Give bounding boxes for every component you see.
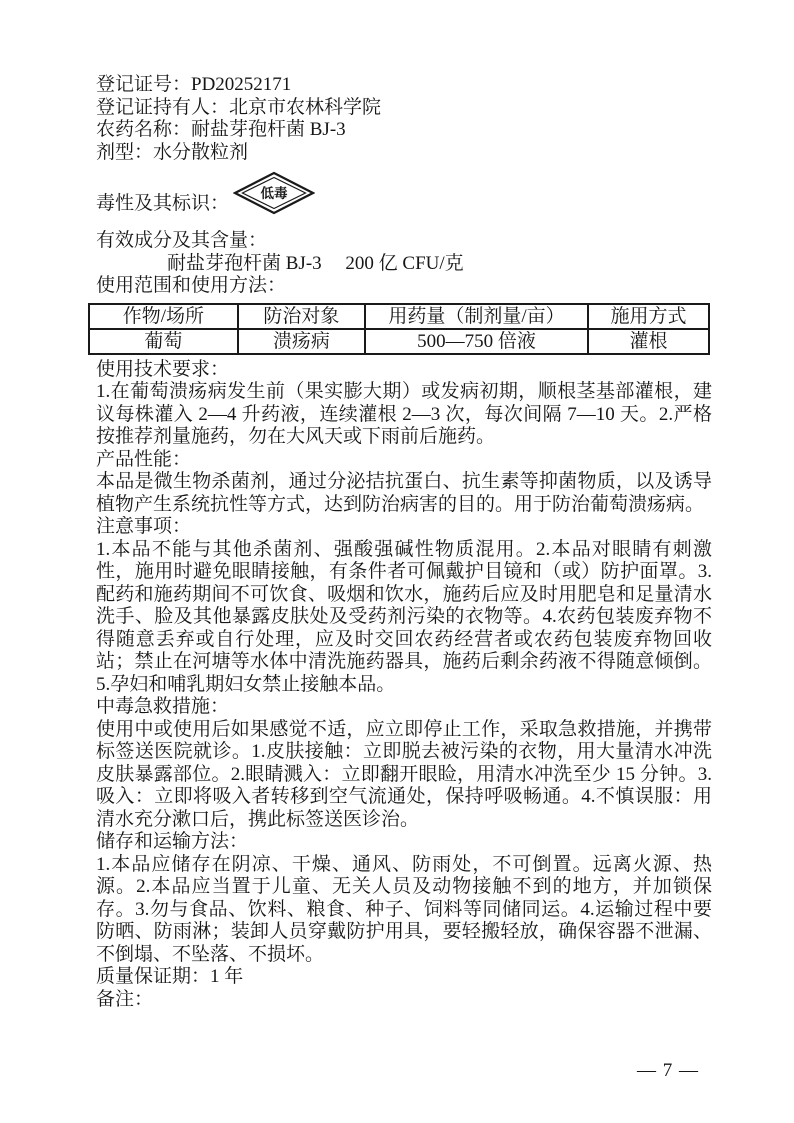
usage-table-data-row <box>89 329 709 354</box>
usage-table-header-row <box>89 304 709 329</box>
active-ingredient-value: 耐盐芽孢杆菌 BJ-3 200 亿 CFU/克 <box>167 252 464 274</box>
usage-table-header-method: 施用方式 <box>588 304 709 329</box>
certificate-holder-line: 登记证持有人：北京市农林科学院 <box>96 96 382 118</box>
document-sections <box>96 359 712 967</box>
section-label: 中毒急救措施： <box>96 696 230 717</box>
section-text: 1.本品应储存在阴凉、干燥、通风、防雨处，不可倒置。远离火源、热源。2.本品应当置于儿童、无关人员及动物接触不到的地方，并加锁保存。3.勿与食品、饮料、粮食、种子、饲料等同储同运。4.运输过程中要防晒、防雨淋；装卸人员穿戴防护用具，要轻搬轻放，确保容器不泄漏、不倒塌、不坠落、不损坏。 <box>96 853 712 965</box>
section-text: 1.本品不能与其他杀菌剂、强酸强碱性物质混用。2.本品对眼睛有刺激性，施用时避免眼睛接触，有条件者可佩戴护目镜和（或）防护面罩。3.配药和施药期间不可饮食、吸烟和饮水，施药后应及时用肥皂和足量清水洗手、脸及其他暴露皮肤处及受药剂污染的衣物等。4.农药包装废弃物不得随意丢弃或自行处理，应及时交回农药经营者或农药包装废弃物回收站；禁止在河塘等水体中清洗施药器具，施药后剩余药液不得随意倾倒。5.孕妇和哺乳期妇女禁止接触本品。 <box>96 538 712 695</box>
section-text: 使用中或使用后如果感觉不适，应立即停止工作，采取急救措施，并携带标签送医院就诊。1.皮肤接触：立即脱去被污染的衣物，用大量清水冲洗皮肤暴露部位。2.眼睛溅入：立即翻开眼睑，用清水冲洗至少 15 分钟。3.吸入：立即将吸入者转移到空气流通处，保持呼吸畅通。4.不慎误服：用清水充分漱口后，携此标签送医诊治。 <box>96 718 712 830</box>
section-label: 产品性能： <box>96 448 192 470</box>
section-text: 本品是微生物杀菌剂，通过分泌拮抗蛋白、抗生素等抑菌物质，以及诱导植物产生系统抗性等方式，达到防治病害的目的。用于防治葡萄溃疡病。 <box>96 471 712 515</box>
usage-scope-label: 使用范围和使用方法： <box>96 275 287 296</box>
usage-table-cell-crop: 葡萄 <box>89 329 238 354</box>
toxicity-label: 毒性及其标识： <box>96 193 230 214</box>
usage-table-cell-method: 灌根 <box>588 329 709 354</box>
active-ingredient-label: 有效成分及其含量： <box>96 230 268 251</box>
remarks-label: 备注： <box>96 988 154 1010</box>
low-toxicity-diamond-icon <box>233 171 315 215</box>
usage-table-header-dosage: 用药量（制剂量/亩） <box>365 304 588 329</box>
registration-number-line: 登记证号：PD20252171 <box>96 74 292 95</box>
section-product-performance <box>96 449 712 517</box>
section-storage-transport <box>96 831 712 966</box>
pesticide-name-line: 农药名称：耐盐芽孢杆菌 BJ-3 <box>96 119 346 140</box>
usage-table-cell-dosage: 500—750 倍液 <box>365 329 588 354</box>
low-toxicity-text: 低毒 <box>260 186 288 201</box>
section-precautions <box>96 516 712 696</box>
toxicity-line <box>96 172 712 216</box>
warranty-period-line: 质量保证期：1 年 <box>96 966 244 987</box>
usage-table-header-target: 防治对象 <box>238 304 365 329</box>
section-label: 注意事项： <box>96 516 192 537</box>
usage-table-header-crop: 作物/场所 <box>89 304 238 329</box>
formulation-line: 剂型：水分散粒剂 <box>96 141 249 163</box>
section-technical-requirements <box>96 359 712 449</box>
usage-table-cell-target: 溃疡病 <box>238 329 365 354</box>
section-text: 1.在葡萄溃疡病发生前（果实膨大期）或发病初期，顺根茎基部灌根，建议每株灌入 2—4 升药液，连续灌根 2—3 次，每次间隔 7—10 天。2.严格按推荐剂量施药，勿在大风天或下雨前后施药。 <box>96 381 712 447</box>
usage-table <box>88 303 710 355</box>
document-content <box>96 74 712 1011</box>
page-number: — 7 — <box>637 1060 699 1081</box>
section-label: 储存和运输方法： <box>96 831 249 852</box>
section-first-aid <box>96 696 712 831</box>
section-label: 使用技术要求： <box>96 358 230 380</box>
